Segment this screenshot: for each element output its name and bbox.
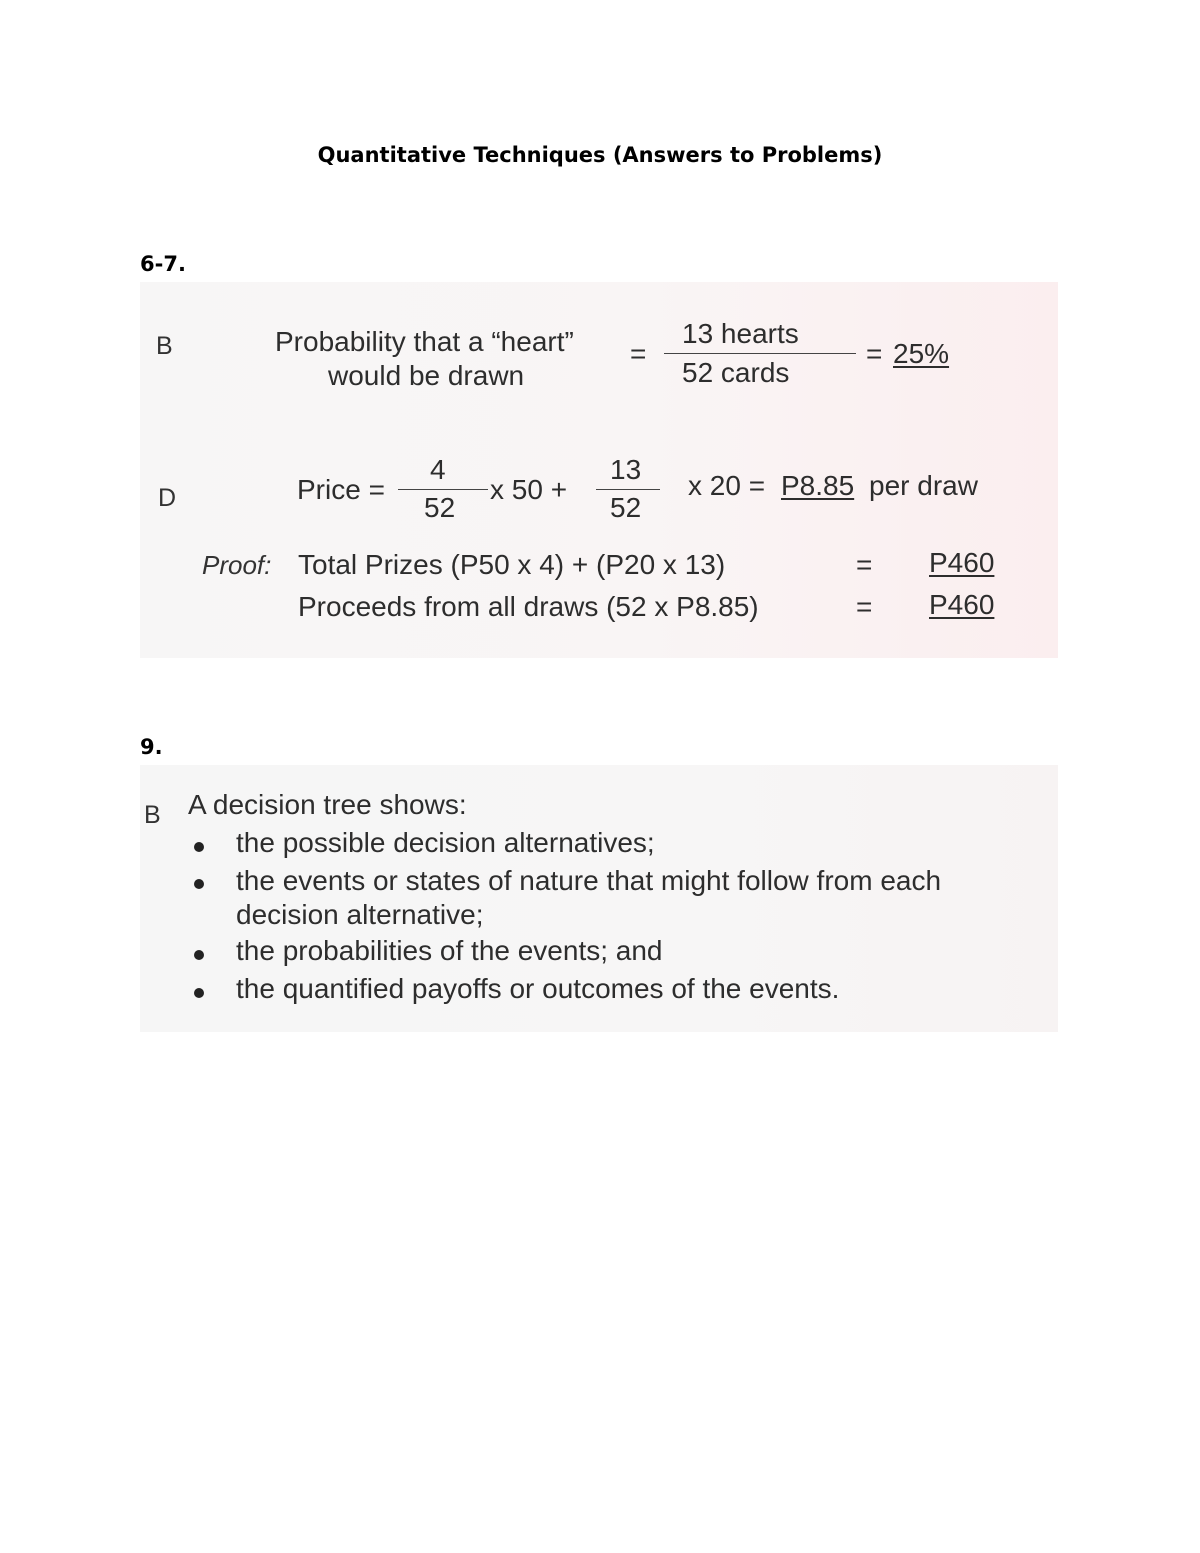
fraction-denominator: 52 cards [682, 357, 790, 388]
probability-result: 25% [893, 338, 950, 369]
decision-tree-intro: A decision tree shows: [188, 789, 467, 820]
list-item: the quantified payoffs or outcomes of the events. [236, 973, 840, 1004]
multiplier-20: x 20 = [688, 470, 766, 501]
proof-row2-equals: = [856, 591, 873, 622]
bullet-icon [194, 842, 204, 852]
question-number-6-7: 6-7. [140, 252, 186, 276]
proof-row1-value: P460 [929, 547, 995, 578]
price-suffix: per draw [869, 470, 978, 501]
bullet-icon [194, 879, 204, 889]
fraction-bar [664, 353, 856, 354]
list-item-continuation: decision alternative; [236, 899, 484, 930]
result-equals: = [866, 338, 883, 369]
page-title: Quantitative Techniques (Answers to Problems) [317, 143, 883, 167]
fraction2-bar [596, 489, 660, 490]
list-item: the probabilities of the events; and [236, 935, 663, 966]
price-label: Price = [297, 474, 385, 505]
probability-label-line2: would be drawn [328, 360, 525, 391]
answer-letter-d: D [158, 484, 177, 512]
multiplier-50: x 50 + [490, 474, 568, 505]
scanned-answer-9 [140, 765, 1058, 1032]
answer-letter-b: B [144, 801, 161, 829]
fraction1-numerator: 4 [430, 454, 446, 485]
price-value: P8.85 [781, 470, 855, 501]
answer-letter-b: B [156, 332, 173, 360]
proof-row2-text: Proceeds from all draws (52 x P8.85) [298, 591, 759, 622]
proof-row1-equals: = [856, 549, 873, 580]
list-item: the events or states of nature that might follow from each [236, 865, 942, 896]
bullet-icon [194, 950, 204, 960]
proof-row2-value: P460 [929, 589, 995, 620]
proof-label: Proof: [202, 550, 272, 580]
proof-row1-text: Total Prizes (P50 x 4) + (P20 x 13) [298, 549, 726, 580]
fraction1-bar [398, 489, 488, 490]
scanned-answer-6-7 [140, 282, 1058, 658]
list-item: the possible decision alternatives; [236, 827, 655, 858]
fraction1-denominator: 52 [424, 492, 456, 523]
bullet-icon [194, 988, 204, 998]
probability-label-line1: Probability that a “heart” [275, 326, 574, 357]
fraction2-denominator: 52 [610, 492, 642, 523]
equals-sign: = [630, 338, 647, 369]
fraction2-numerator: 13 [610, 454, 642, 485]
fraction-numerator: 13 hearts [682, 318, 799, 349]
question-number-9: 9. [140, 735, 163, 759]
